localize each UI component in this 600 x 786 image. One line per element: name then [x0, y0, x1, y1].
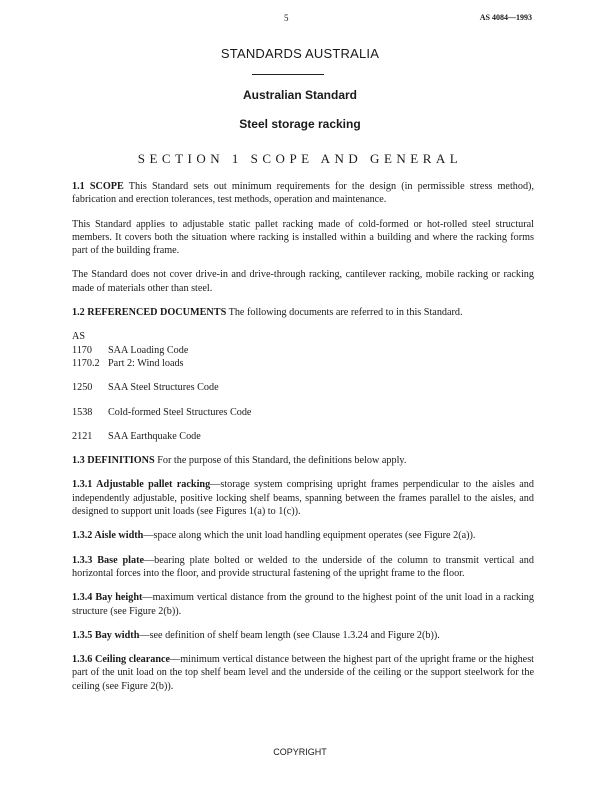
definition-text: —maximum vertical distance from the ground to the highest point of the unit load in a racking structure (see Figure 2(b)). [72, 592, 534, 617]
definition-term: 1.3.3 Base plate [72, 554, 144, 566]
reference-prefix: AS [72, 331, 86, 343]
definition-term: 1.3.4 Bay height [72, 592, 143, 604]
copyright-footer: COPYRIGHT [273, 747, 327, 757]
definition-text: —minimum vertical distance between the highest part of the upright frame or the highest part of the unit load on the top shelf beam level and the underside of the ceiling or the support steelwork for the ceiling (see Figure 2(b)). [72, 654, 534, 692]
reference-item [72, 430, 534, 443]
scope-text: This Standard sets out minimum requirements for the design (in permissible stress method), fabrication and erection tolerances, test methods, operation and maintenance. [72, 181, 534, 206]
references-heading: 1.2 REFERENCED DOCUMENTS [72, 307, 227, 319]
body-text [72, 180, 534, 693]
reference-number: 1170.2 [72, 357, 100, 369]
definition-text: —bearing plate bolted or welded to the underside of the column to transmit vertical and horizontal forces into the floor, and provide structural fastening of the upright frame to the floor. [72, 554, 534, 579]
section-heading: SECTION 1 SCOPE AND GENERAL [137, 151, 463, 166]
reference-title: Part 2: Wind loads [108, 357, 184, 369]
definition-term: 1.3.1 Adjustable pallet racking [72, 479, 211, 491]
definition-text: —see definition of shelf beam length (see Clause 1.3.24 and Figure 2(b)). [139, 629, 440, 641]
organization-title: STANDARDS AUSTRALIA [220, 46, 380, 61]
reference-item [72, 381, 534, 394]
reference-number: 1250 [72, 382, 93, 394]
definition-item [72, 529, 534, 542]
definitions-text: For the purpose of this Standard, the definitions below apply. [154, 455, 407, 467]
reference-title: Cold-formed Steel Structures Code [108, 406, 252, 418]
scope-paragraph-2: This Standard applies to adjustable static pallet racking made of cold-formed or hot-rolled steel structural members. It covers both the situation where racking is installed within a building and where the racking forms part of the building frame. [72, 218, 534, 257]
definition-item [72, 554, 534, 581]
reference-title: SAA Steel Structures Code [108, 382, 219, 394]
reference-item [72, 357, 534, 370]
title-rule [252, 74, 324, 75]
standard-title: Steel storage racking [239, 117, 361, 131]
reference-item [72, 344, 534, 357]
definitions-paragraph [72, 454, 534, 467]
definition-item [72, 591, 534, 618]
definition-term: 1.3.5 Bay width [72, 629, 140, 641]
definition-item [72, 629, 534, 642]
references-paragraph [72, 306, 534, 319]
standard-type: Australian Standard [242, 88, 358, 102]
references-text: The following documents are referred to in this Standard. [226, 307, 463, 319]
definition-term: 1.3.2 Aisle width [72, 530, 144, 542]
definition-item [72, 653, 534, 693]
page-number: 5 [284, 13, 289, 23]
definitions-heading: 1.3 DEFINITIONS [72, 455, 155, 467]
reference-number: 1538 [72, 406, 93, 418]
definition-text: —space along which the unit load handling equipment operates (see Figure 2(a)). [143, 530, 476, 542]
reference-number: 1170 [72, 344, 92, 356]
scope-paragraph-3: The Standard does not cover drive-in and drive-through racking, cantilever racking, mobile racking or racking made of materials other than steel. [72, 269, 534, 294]
scope-heading: 1.1 SCOPE [72, 181, 124, 192]
reference-number: 2121 [72, 430, 93, 442]
definition-term: 1.3.6 Ceiling clearance [72, 654, 171, 666]
reference-item [72, 406, 534, 419]
definition-item [72, 478, 534, 518]
reference-title: SAA Loading Code [108, 344, 189, 356]
reference-title: SAA Earthquake Code [108, 430, 201, 442]
definition-text: —storage system comprising upright frames perpendicular to the aisles and independently adjustable, positive locking shelf beams, spanning between the frames parallel to the aisles, and designed to support unit loads (see Figures 1(a) to 1(c)). [72, 479, 534, 518]
reference-list [72, 330, 534, 443]
scope-paragraph [72, 180, 534, 207]
document-reference: AS 4084—1993 [479, 13, 532, 22]
